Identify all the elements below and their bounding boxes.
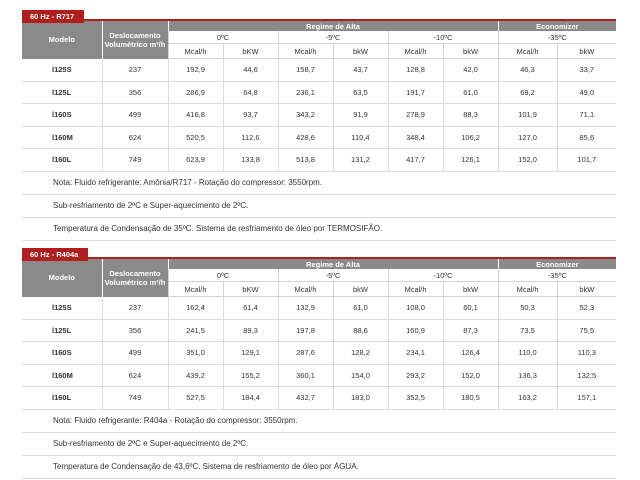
table-cell: 88,6	[333, 319, 388, 342]
table-cell: 75,5	[557, 319, 616, 342]
header-economizer: Economizer	[498, 21, 616, 31]
table-cell: 33,7	[557, 59, 616, 82]
model-name: l160M	[22, 126, 102, 149]
table-cell: 352,5	[388, 387, 443, 410]
section-tag-bar	[22, 6, 616, 21]
table-cell: 73,5	[498, 319, 557, 342]
header-deslocamento: Deslocamento Volumétrico m³/h	[102, 21, 168, 59]
header-unit: bkW	[333, 44, 388, 59]
table-cell: 417,7	[388, 149, 443, 172]
table-cell: 356	[102, 319, 168, 342]
table-cell: 126,1	[443, 149, 498, 172]
model-name: l160S	[22, 342, 102, 365]
table-cell: 64,8	[223, 81, 278, 104]
section-r404a	[22, 244, 616, 479]
header-unit: bKW	[223, 282, 278, 297]
table-cell: 234,1	[388, 342, 443, 365]
table-cell: 133,8	[223, 149, 278, 172]
section-tag-bar	[22, 244, 616, 259]
header-modelo: Modelo	[22, 259, 102, 297]
table-cell: 127,0	[498, 126, 557, 149]
table-note: Nota: Fluido refrigerante: R404a - Rotação do compressor: 3550rpm.	[22, 410, 616, 433]
header-unit: bkW	[443, 282, 498, 297]
table-cell: 749	[102, 387, 168, 410]
table-cell: 183,0	[333, 387, 388, 410]
table-cell: 50,3	[498, 297, 557, 320]
table-cell: 624	[102, 364, 168, 387]
table-cell: 91,9	[333, 104, 388, 127]
table-row	[22, 342, 616, 365]
table-cell: 152,0	[498, 149, 557, 172]
header-unit: Mcal/h	[278, 282, 333, 297]
model-name: l160L	[22, 149, 102, 172]
table-row	[22, 149, 616, 172]
header-regime-alta: Regime de Alta	[168, 259, 498, 269]
section-tag: 60 Hz - R717	[22, 10, 84, 23]
table-cell: 101,7	[557, 149, 616, 172]
table-cell: 527,5	[168, 387, 223, 410]
table-cell: 287,6	[278, 342, 333, 365]
header-regime-alta: Regime de Alta	[168, 21, 498, 31]
table-cell: 360,1	[278, 364, 333, 387]
table-cell: 343,2	[278, 104, 333, 127]
table-cell: 192,9	[168, 59, 223, 82]
table-cell: 101,9	[498, 104, 557, 127]
header-unit: Mcal/h	[498, 44, 557, 59]
table-cell: 69,2	[498, 81, 557, 104]
table-cell: 49,0	[557, 81, 616, 104]
table-cell: 356	[102, 81, 168, 104]
performance-table	[22, 21, 616, 172]
header-temperature: -5ºC	[278, 31, 388, 44]
table-cell: 180,5	[443, 387, 498, 410]
table-cell: 87,3	[443, 319, 498, 342]
table-cell: 241,5	[168, 319, 223, 342]
header-temperature: -35ºC	[498, 31, 616, 44]
model-name: l125L	[22, 81, 102, 104]
table-cell: 428,6	[278, 126, 333, 149]
table-cell: 129,1	[223, 342, 278, 365]
table-cell: 60,1	[443, 297, 498, 320]
table-cell: 157,1	[557, 387, 616, 410]
table-cell: 351,0	[168, 342, 223, 365]
table-row	[22, 364, 616, 387]
table-cell: 162,4	[168, 297, 223, 320]
table-cell: 106,2	[443, 126, 498, 149]
table-cell: 132,9	[278, 297, 333, 320]
table-cell: 749	[102, 149, 168, 172]
table-cell: 432,7	[278, 387, 333, 410]
model-name: l160L	[22, 387, 102, 410]
header-temperature: -35ºC	[498, 269, 616, 282]
table-cell: 154,0	[333, 364, 388, 387]
table-cell: 197,8	[278, 319, 333, 342]
table-cell: 520,5	[168, 126, 223, 149]
table-cell: 126,4	[443, 342, 498, 365]
table-cell: 61,0	[443, 81, 498, 104]
header-unit: Mcal/h	[388, 44, 443, 59]
table-row	[22, 297, 616, 320]
header-unit: bkW	[557, 44, 616, 59]
header-unit: Mcal/h	[168, 282, 223, 297]
section-r717	[22, 6, 616, 241]
table-note: Nota: Fluido refrigerante: Amônia/R717 - Rotação do compressor: 3550rpm.	[22, 172, 616, 195]
table-cell: 71,1	[557, 104, 616, 127]
table-cell: 155,2	[223, 364, 278, 387]
model-name: l125L	[22, 319, 102, 342]
table-cell: 278,9	[388, 104, 443, 127]
table-cell: 46,3	[498, 59, 557, 82]
header-unit: bkW	[333, 282, 388, 297]
table-cell: 160,9	[388, 319, 443, 342]
header-unit: Mcal/h	[388, 282, 443, 297]
header-unit: bkW	[557, 282, 616, 297]
header-temperature: -10ºC	[388, 31, 498, 44]
table-cell: 52,3	[557, 297, 616, 320]
table-cell: 63,5	[333, 81, 388, 104]
table-cell: 348,4	[388, 126, 443, 149]
header-temperature: -5ºC	[278, 269, 388, 282]
header-unit: Mcal/h	[498, 282, 557, 297]
header-unit: Mcal/h	[278, 44, 333, 59]
table-note: Temperatura de Condensação de 43,6ºC. Sistema de resfriamento de óleo por ÁGUA.	[22, 456, 616, 479]
table-row	[22, 319, 616, 342]
header-unit: Mcal/h	[168, 44, 223, 59]
table-cell: 42,0	[443, 59, 498, 82]
table-row	[22, 104, 616, 127]
table-cell: 61,0	[333, 297, 388, 320]
table-cell: 158,7	[278, 59, 333, 82]
table-cell: 293,2	[388, 364, 443, 387]
table-cell: 85,6	[557, 126, 616, 149]
table-cell: 61,4	[223, 297, 278, 320]
table-cell: 163,2	[498, 387, 557, 410]
header-deslocamento: Deslocamento Volumétrico m³/h	[102, 259, 168, 297]
table-cell: 44,6	[223, 59, 278, 82]
table-cell: 128,8	[388, 59, 443, 82]
table-note: Sub-resfriamento de 2ºC e Super-aquecimento de 2ºC.	[22, 195, 616, 218]
header-unit: bkW	[443, 44, 498, 59]
table-cell: 89,3	[223, 319, 278, 342]
table-cell: 110,3	[557, 342, 616, 365]
table-cell: 152,0	[443, 364, 498, 387]
table-cell: 110,0	[498, 342, 557, 365]
table-cell: 110,4	[333, 126, 388, 149]
table-cell: 112,6	[223, 126, 278, 149]
table-row	[22, 59, 616, 82]
table-row	[22, 126, 616, 149]
table-cell: 136,3	[498, 364, 557, 387]
header-unit: bKW	[223, 44, 278, 59]
header-temperature: 0ºC	[168, 31, 278, 44]
table-note: Temperatura de Condensação de 35ºC. Sistema de resfriamento de óleo por TERMOSIFÃO.	[22, 218, 616, 241]
table-cell: 191,7	[388, 81, 443, 104]
header-temperature: 0ºC	[168, 269, 278, 282]
table-row	[22, 81, 616, 104]
table-note: Sub-resfriamento de 2ºC e Super-aquecimento de 2ºC.	[22, 433, 616, 456]
table-cell: 439,2	[168, 364, 223, 387]
table-cell: 43,7	[333, 59, 388, 82]
table-cell: 88,3	[443, 104, 498, 127]
table-cell: 131,2	[333, 149, 388, 172]
model-name: l125S	[22, 59, 102, 82]
table-cell: 286,9	[168, 81, 223, 104]
model-name: l125S	[22, 297, 102, 320]
model-name: l160M	[22, 364, 102, 387]
table-cell: 624	[102, 126, 168, 149]
table-cell: 128,2	[333, 342, 388, 365]
table-cell: 499	[102, 342, 168, 365]
table-cell: 499	[102, 104, 168, 127]
table-cell: 623,9	[168, 149, 223, 172]
table-row	[22, 387, 616, 410]
table-cell: 237	[102, 59, 168, 82]
header-temperature: -10ºC	[388, 269, 498, 282]
header-economizer: Economizer	[498, 259, 616, 269]
header-modelo: Modelo	[22, 21, 102, 59]
table-cell: 237	[102, 297, 168, 320]
table-cell: 236,1	[278, 81, 333, 104]
table-cell: 108,0	[388, 297, 443, 320]
table-cell: 513,8	[278, 149, 333, 172]
table-cell: 93,7	[223, 104, 278, 127]
model-name: l160S	[22, 104, 102, 127]
table-cell: 132,5	[557, 364, 616, 387]
table-cell: 184,4	[223, 387, 278, 410]
table-cell: 416,8	[168, 104, 223, 127]
section-tag: 60 Hz - R404a	[22, 248, 88, 261]
performance-table	[22, 259, 616, 410]
